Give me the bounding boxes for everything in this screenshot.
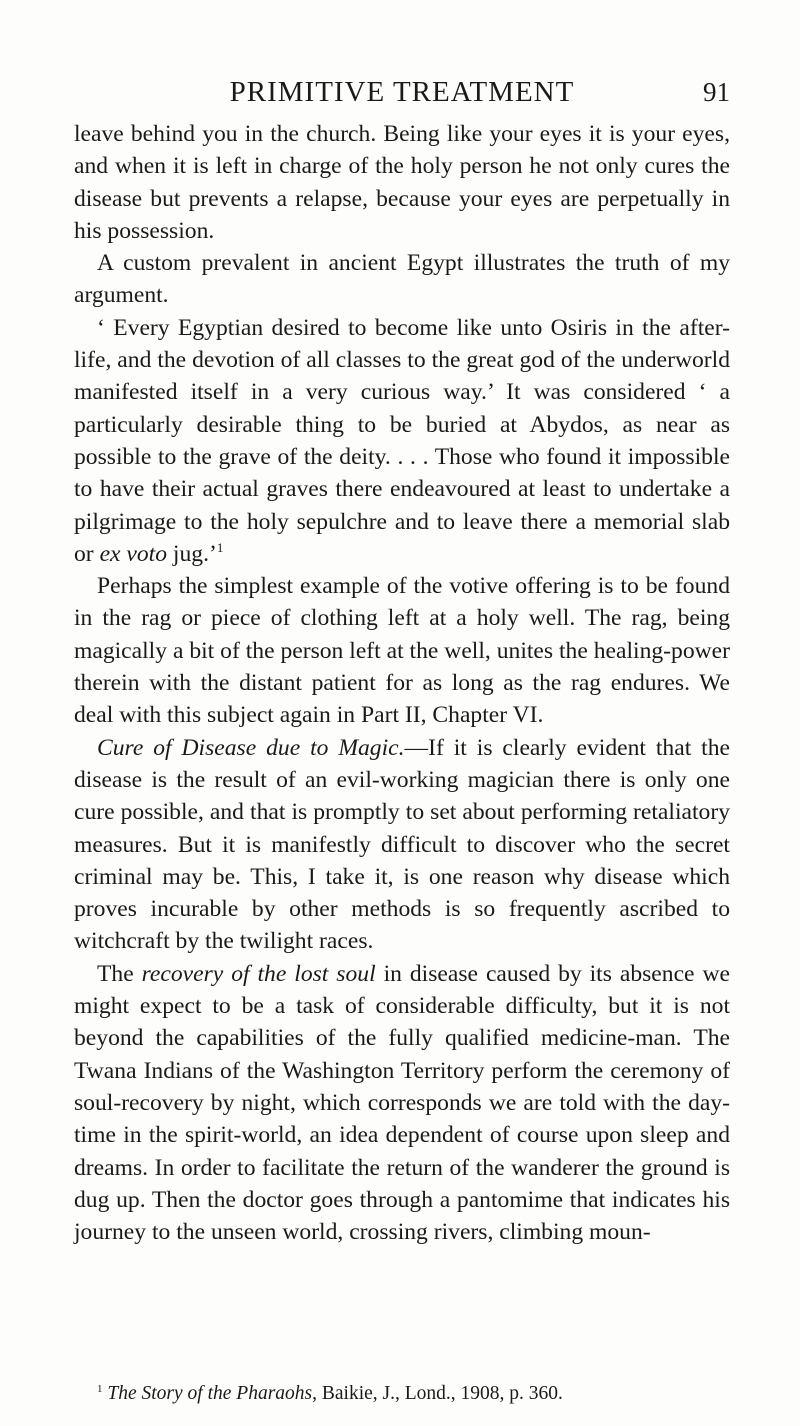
body-text [74, 118, 730, 1248]
paragraph-6-start: The [97, 960, 142, 987]
paragraph-4: Perhaps the simplest example of the votive offering is to be found in the rag or piece of clothing left at a holy well. The rag, being magically a bit of the person left at the well, unites the healing-power therein with the distant patient for as long as the rag endures. We deal with this subject again in Part II, Chapter VI. [74, 573, 730, 729]
paragraph-1: leave behind you in the church. Being like your eyes it is your eyes, and when it is left in charge of the holy person he not only cures the disease but prevents a relapse, because your eyes are perpetually in his possession. [74, 121, 730, 244]
paragraph-6-text: in disease caused by its absence we might expect to be a task of considerable difficulty, but it is not beyond the capabilities of the fully qualified medicine-man. The Twana Indians of the Washington Territory perform the ceremony of soul-recovery by night, which corresponds we are told with the day-time in the spirit-world, an idea dependent of course upon sleep and dreams. In order to facilitate the return of the wanderer the ground is dug up. Then the doctor goes through a pantomime that indicates his journey to the unseen world, crossing rivers, climbing moun- [74, 960, 730, 1246]
section-heading: Cure of Disease due to Magic. [97, 734, 405, 761]
footnote-book-title: The Story of the Pharaohs [107, 1383, 313, 1404]
footnote-citation: , Baikie, J., Lond., 1908, p. 360. [312, 1383, 563, 1404]
latin-phrase: ex voto [99, 540, 168, 567]
italic-topic: recovery of the lost soul [141, 960, 376, 987]
footnote [74, 1381, 730, 1407]
quotation-text: ‘ Every Egyptian desired to become like unto Osiris in the after-life, and the devotion of all classes to the great god of the underworld manifested itself in a very curious way.’ It was considered ‘ a particularly desirable thing to be buried at Abydos, as near as possible to the grave of the deity. . . . Those who found it impossible to have their actual graves there endeavoured at least to undertake a pilgrimage to the holy sepulchre and to leave there a memorial slab or [74, 314, 730, 567]
footnote-number: 1 [97, 1383, 103, 1395]
paragraph-6 [74, 958, 730, 1249]
quotation-end: jug.’ [167, 540, 217, 567]
running-title: PRIMITIVE TREATMENT [229, 76, 575, 108]
paragraph-5 [74, 732, 730, 958]
page-header [74, 70, 730, 114]
paragraph-5-text: —If it is clearly evident that the disease is the result of an evil-working magician there is only one cure possible, and that is promptly to set about performing retaliatory measures. But it is manifestly difficult to discover who the secret criminal may be. This, I take it, is one reason why disease which proves incurable by other methods is so frequently ascribed to witchcraft by the twilight races. [74, 734, 730, 955]
paragraph-2: A custom prevalent in ancient Egypt illustrates the truth of my argument. [74, 250, 730, 309]
footnote-marker: 1 [216, 539, 224, 555]
page-number: 91 [703, 77, 730, 107]
paragraph-3 [74, 312, 730, 570]
